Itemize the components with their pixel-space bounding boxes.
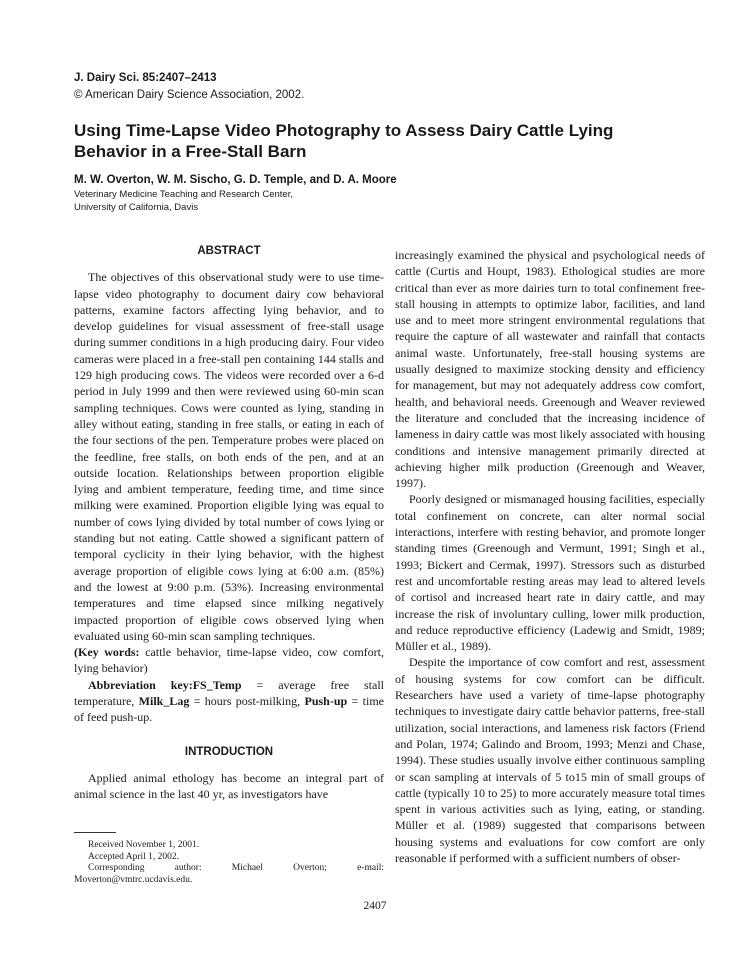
affiliation-line: Veterinary Medicine Teaching and Research Center, <box>74 189 293 200</box>
abbreviation-term: Milk_Lag <box>138 694 190 709</box>
footnotes <box>74 840 384 886</box>
page-number: 2407 <box>363 900 387 912</box>
author-list: M. W. Overton, W. M. Sischo, G. D. Temple, and D. A. Moore <box>74 174 397 186</box>
journal-header <box>74 70 304 104</box>
article-title: Using Time-Lapse Video Photography to Assess Dairy Cattle Lying Behavior in a Free-Stall Barn <box>74 121 614 161</box>
abbreviation-term: FS_Temp <box>192 677 242 692</box>
affiliation <box>74 189 293 214</box>
copyright-line: © American Dairy Science Association, 2002. <box>74 89 305 101</box>
keywords-label: (Key words: <box>74 645 140 660</box>
introduction-paragraph: Poorly designed or mismanaged housing facilities, especially total confinement on concrete, can alter normal social interactions, interfere with resting behavior, and promote longer standing times (Greenough and Vermunt, 1991; Singh et al., 1993; Bickert and Cermak, 1997). Stressors such as disturbed rest and uncomfortable resting areas may lead to altered levels of cortisol and increased heart rate in dairy cattle, and may increase the risk of involuntary culling, lower milk production, and reduce reproductive efficiency (Ladewig and Smidt, 1989; Müller et al., 1989). <box>395 492 705 654</box>
introduction-paragraph: increasingly examined the physical and psychological needs of cattle (Curtis and Houpt, 1983). Ethological studies are more critical than ever as more dairies turn to total confinement free-stall housing in attempts to optimize labor, facilities, and land use and to meet more stringent environmental regulations that require the capture of all wastewater and rainfall that contacts animal waste. Unfortunately, free-stall housing systems are usually designed to maximize stocking density and efficiency for management, but may not adequately address cow comfort, health, and behavioral needs. Greenough and Weaver reviewed the literature and concluded that the increasing incidence of lameness in dairy cattle was most likely associated with housing conditions and intensive management primarily directed at achieving higher milk production (Greenough and Weaver, 1997). <box>395 248 705 491</box>
abstract-heading: ABSTRACT <box>197 245 261 257</box>
left-column <box>74 243 384 803</box>
keywords-text: cattle behavior, time-lapse video, cow comfort, lying behavior) <box>74 645 384 676</box>
corresponding-author: Corresponding author: Michael Overton; e-mail: Moverton@vmtrc.ucdavis.edu. <box>74 863 384 885</box>
abbreviation-definition: = average free stall temperature, <box>74 677 384 709</box>
abstract-body <box>74 269 384 676</box>
abbreviation-key <box>74 677 384 726</box>
received-date: Received November 1, 2001. <box>88 840 200 850</box>
abstract-text: The objectives of this observational study were to use time-lapse video photography to document dairy cow behavioral patterns, examine factors affecting lying behavior, and to develop guidelines for visual assessment of free-stall usage during summer conditions in a high producing dairy. Four video cameras were placed in a free-stall pen containing 144 stalls and 129 high producing cows. The videos were recorded over a 6-d period in July 1999 and then were reviewed using 60-min scan sampling techniques. Cows were counted as lying, standing in alley without eating, standing in free stalls, or eating in each of the four sections of the pen. Temperature probes were placed on the feedline, free stalls, on both ends of the pen, and at an outside location. Relationships between proportion eligible lying and ambient temperature, feeding time, and time since milking were examined. Proportion eligible lying was equal to number of cows lying divided by total number of cows lying or standing but not eating. Cattle showed a significant pattern of temporal cyclicity in their lying behavior, with the highest average proportion of eligible cows lying at 6:00 a.m. (85%) and the lowest at 9:00 p.m. (53%). Increasing environmental temperatures and time elapsed since milking negatively impacted proportion of eligible cows observed lying when evaluated using 60-min scan sampling techniques. <box>74 270 384 643</box>
introduction-paragraph: Despite the importance of cow comfort and rest, assessment of housing systems for cow comfort can be difficult. Researchers have used a variety of time-lapse photography techniques to investigate dairy cattle behavior patterns, free-stall utilization, social interactions, and lameness risk factors (Friend and Polan, 1974; Galindo and Broom, 1993; Menzi and Chase, 1994). These studies usually involve either continuous sampling or scan sampling at intervals of 5 to15 min of small groups of cattle (typically 10 to 25) to more accurately measure total times spent in various activities such as lying, eating, or standing. Müller et al. (1989) suggested that comparisons between housing systems and evaluations for cow comfort are only reasonable if performed with a sufficient numbers of obser- <box>395 655 705 865</box>
right-column <box>395 247 705 866</box>
introduction-heading: INTRODUCTION <box>184 745 274 758</box>
affiliation-line: University of California, Davis <box>74 201 199 213</box>
accepted-date: Accepted April 1, 2002. <box>88 851 180 862</box>
abbreviation-term: Push-up <box>304 694 348 709</box>
journal-reference: J. Dairy Sci. 85:2407–2413 <box>74 72 217 84</box>
abbreviation-label: Abbreviation key: <box>88 677 193 692</box>
abbreviation-definition: = hours post-milking, <box>189 694 305 709</box>
abbreviation-definition: = time of feed push-up. <box>74 694 384 725</box>
introduction-paragraph: Applied animal ethology has become an integral part of animal science in the last 40 yr, as investigators have <box>74 770 384 802</box>
footnote-divider <box>74 832 116 833</box>
